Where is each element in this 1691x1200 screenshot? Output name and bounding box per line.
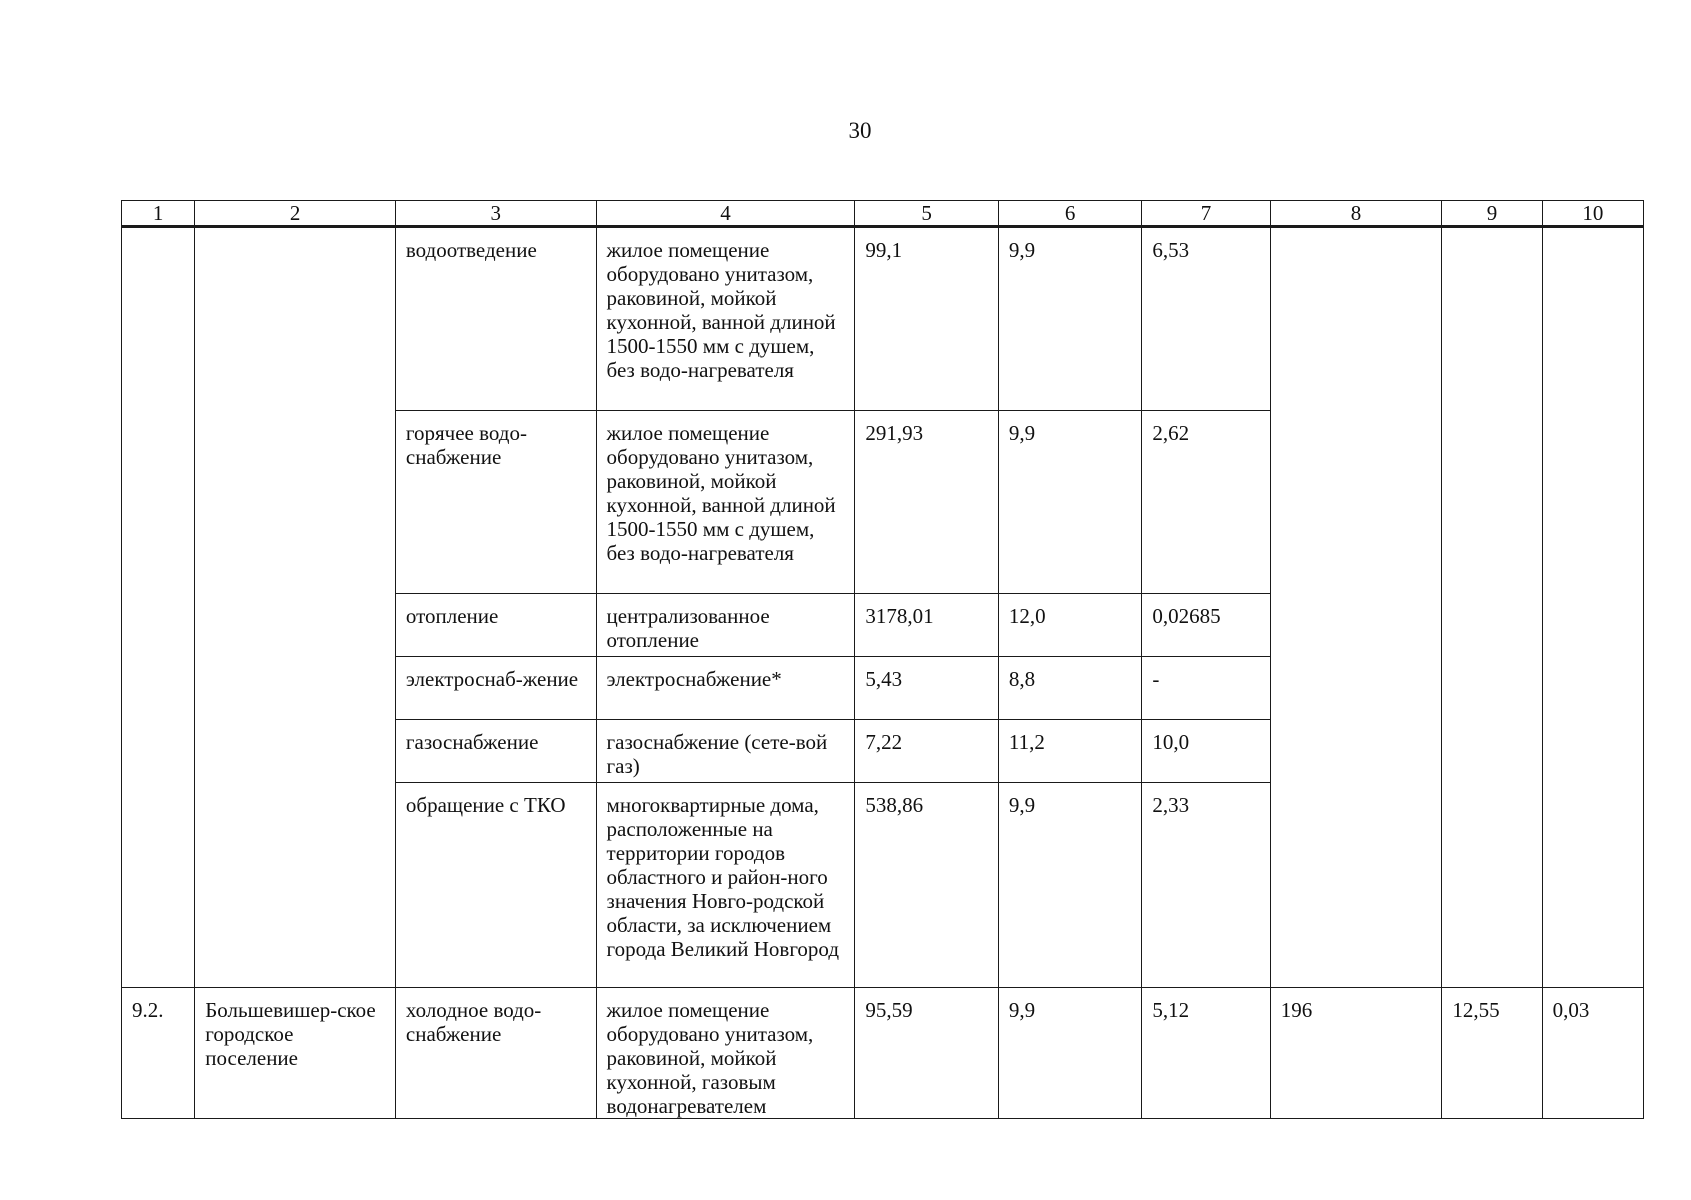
value-cell-9: 12,55 (1442, 988, 1542, 1119)
value-cell-5: 7,22 (855, 720, 998, 783)
value-cell-8: 196 (1270, 988, 1442, 1119)
description-cell: электроснабжение* (596, 657, 855, 720)
column-header-5: 5 (855, 201, 998, 227)
value-cell-8-empty (1270, 227, 1442, 988)
description-cell: жилое помещение оборудовано унитазом, раковиной, мойкой кухонной, ванной длиной 1500-1550 мм с душем, без водо-нагревателя (596, 227, 855, 411)
service-cell: холодное водо-снабжение (395, 988, 596, 1119)
value-cell-5: 3178,01 (855, 594, 998, 657)
service-cell: электроснаб-жение (395, 657, 596, 720)
table-row (122, 227, 1644, 411)
value-cell-5: 95,59 (855, 988, 998, 1119)
value-cell-7: 2,62 (1142, 411, 1270, 594)
column-header-3: 3 (395, 201, 596, 227)
description-cell: жилое помещение оборудовано унитазом, раковиной, мойкой кухонной, газовым водонагревателем (596, 988, 855, 1119)
value-cell-5: 5,43 (855, 657, 998, 720)
value-cell-7: - (1142, 657, 1270, 720)
value-cell-5: 291,93 (855, 411, 998, 594)
page-number: 30 (848, 118, 872, 143)
column-header-7: 7 (1142, 201, 1270, 227)
column-header-6: 6 (998, 201, 1141, 227)
municipality-cell: Большевишер-ское городское поселение (195, 988, 396, 1119)
value-cell-7: 2,33 (1142, 783, 1270, 988)
table-row (122, 988, 1644, 1119)
value-cell-10: 0,03 (1542, 988, 1643, 1119)
value-cell-6: 9,9 (998, 988, 1141, 1119)
description-cell: жилое помещение оборудовано унитазом, раковиной, мойкой кухонной, ванной длиной 1500-1550 мм с душем, без водо-нагревателя (596, 411, 855, 594)
value-cell-6: 11,2 (998, 720, 1141, 783)
column-header-10: 10 (1542, 201, 1643, 227)
value-cell-6: 9,9 (998, 227, 1141, 411)
description-cell: многоквартирные дома, расположенные на территории городов областного и район-ного значения Новго-родской области, за исключением города Великий Новгород (596, 783, 855, 988)
row-number-cell: 9.2. (122, 988, 195, 1119)
value-cell-9-empty (1442, 227, 1542, 988)
service-cell: отопление (395, 594, 596, 657)
municipality-cell-empty (195, 227, 396, 988)
service-cell: водоотведение (395, 227, 596, 411)
service-cell: обращение с ТКО (395, 783, 596, 988)
column-header-4: 4 (596, 201, 855, 227)
value-cell-6: 9,9 (998, 411, 1141, 594)
value-cell-7: 10,0 (1142, 720, 1270, 783)
description-cell: централизованное отопление (596, 594, 855, 657)
service-cell: горячее водо-снабжение (395, 411, 596, 594)
value-cell-10-empty (1542, 227, 1643, 988)
column-header-1: 1 (122, 201, 195, 227)
row-number-cell-empty (122, 227, 195, 988)
service-cell: газоснабжение (395, 720, 596, 783)
description-cell: газоснабжение (сете-вой газ) (596, 720, 855, 783)
column-header-2: 2 (195, 201, 396, 227)
column-number-row (122, 201, 1644, 227)
value-cell-7: 6,53 (1142, 227, 1270, 411)
column-header-8: 8 (1270, 201, 1442, 227)
value-cell-6: 8,8 (998, 657, 1141, 720)
value-cell-7: 5,12 (1142, 988, 1270, 1119)
value-cell-7: 0,02685 (1142, 594, 1270, 657)
column-header-9: 9 (1442, 201, 1542, 227)
value-cell-6: 9,9 (998, 783, 1141, 988)
value-cell-5: 538,86 (855, 783, 998, 988)
tariff-table (121, 200, 1644, 1119)
value-cell-5: 99,1 (855, 227, 998, 411)
value-cell-6: 12,0 (998, 594, 1141, 657)
